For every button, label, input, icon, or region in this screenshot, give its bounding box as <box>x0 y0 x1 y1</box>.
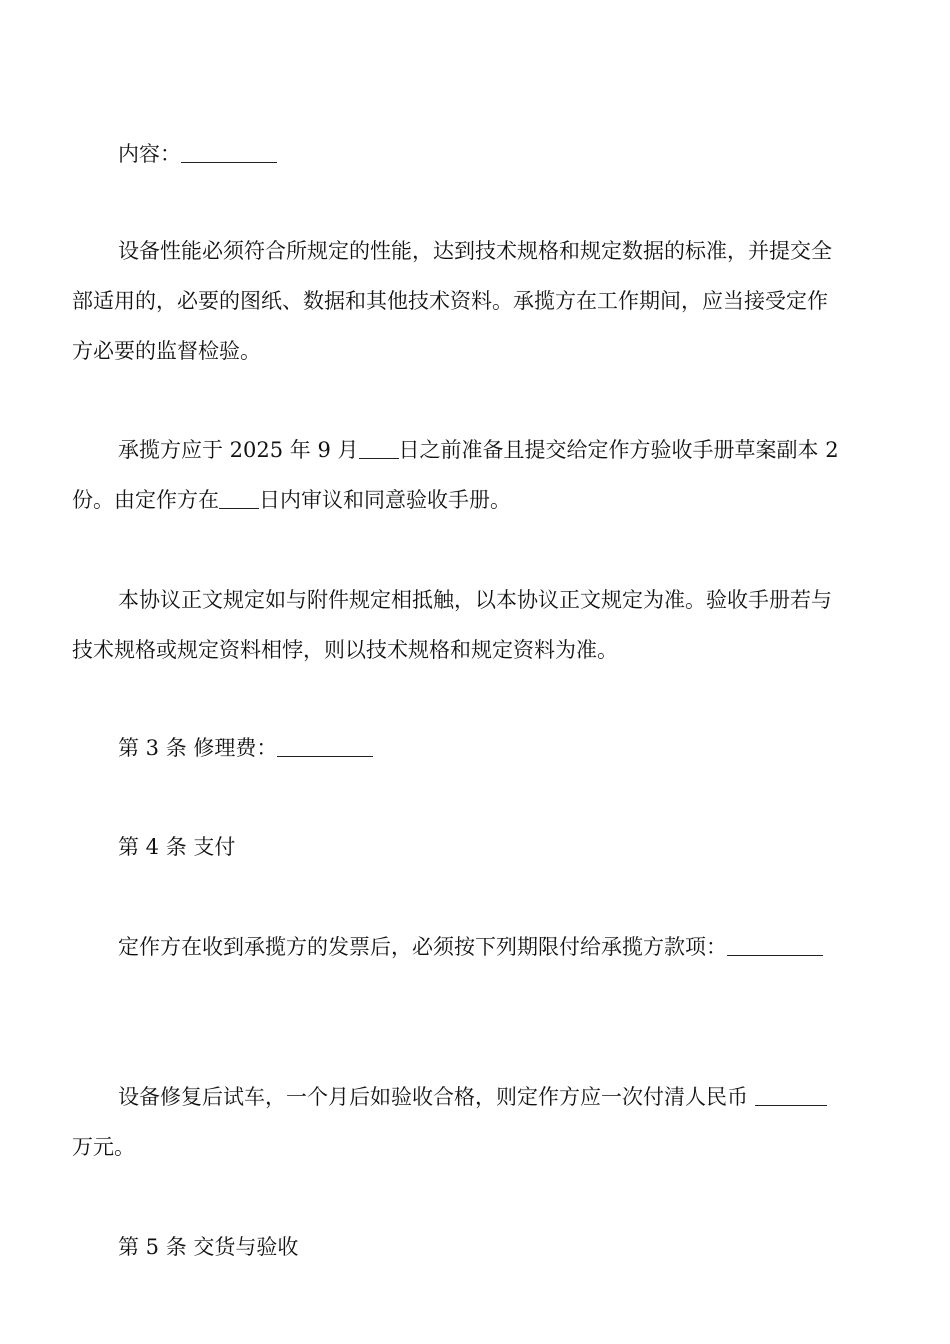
manual-line-2-b: 日内审议和同意验收手册。 <box>259 488 511 512</box>
trial-line-2: 万元。 <box>72 1135 135 1159</box>
trial-line-1: 设备修复后试车，一个月后如验收合格，则定作方应一次付清人民币 <box>118 1085 755 1109</box>
payment-paragraph <box>72 922 878 972</box>
performance-line-1: 设备性能必须符合所规定的性能，达到技术规格和规定数据的标准，并提交全 <box>118 239 832 263</box>
precedence-line-1: 本协议正文规定如与附件规定相抵触，以本协议正文规定为准。验收手册若与 <box>118 588 832 612</box>
manual-line-1-a: 承揽方应于 2025 年 9 月 <box>118 438 359 462</box>
performance-paragraph <box>72 226 878 376</box>
amount-blank <box>755 1104 827 1106</box>
article-4-heading: 第 4 条 支付 <box>118 835 236 859</box>
payment-text: 定作方在收到承揽方的发票后，必须按下列期限付给承揽方款项： <box>118 935 727 959</box>
content-blank <box>181 161 277 163</box>
manual-line-2-a: 份。由定作方在 <box>72 488 219 512</box>
repair-fee-blank <box>277 755 373 757</box>
manual-line-1-b: 日之前准备且提交给定作方验收手册草案副本 2 <box>398 438 839 462</box>
article-3 <box>72 723 878 773</box>
precedence-paragraph <box>72 575 878 675</box>
performance-line-2: 部适用的，必要的图纸、数据和其他技术资料。承揽方在工作期间，应当接受定作 <box>72 289 828 313</box>
manual-days-blank <box>219 507 259 509</box>
content-paragraph <box>72 129 878 179</box>
manual-date-blank <box>359 457 399 459</box>
article-5 <box>72 1222 878 1272</box>
article-5-heading: 第 5 条 交货与验收 <box>118 1235 299 1259</box>
content-label: 内容： <box>118 142 181 166</box>
trial-paragraph <box>72 1072 878 1172</box>
article-4 <box>72 822 878 872</box>
performance-line-3: 方必要的监督检验。 <box>72 339 261 363</box>
precedence-line-2: 技术规格或规定资料相悖，则以技术规格和规定资料为准。 <box>72 638 618 662</box>
payment-blank <box>727 954 823 956</box>
article-3-heading: 第 3 条 修理费： <box>118 736 278 760</box>
manual-paragraph <box>72 425 878 525</box>
